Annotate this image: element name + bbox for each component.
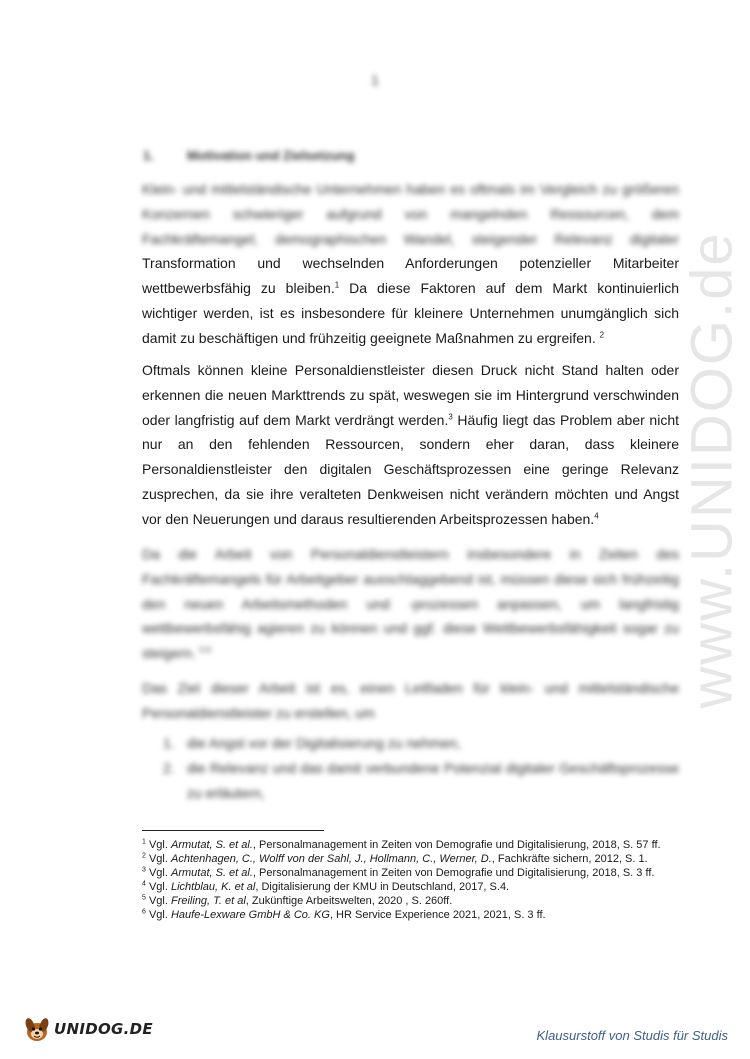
footnote-source: , Personalmanagement in Zeiten von Demografie und Digitalisierung, 2018, S. 3 ff. [252, 867, 655, 880]
footnote-author: Armutat, S. et al. [170, 839, 253, 851]
list-item-text: die Angst vor der Digitalisierung zu nehmen, [187, 735, 461, 751]
footnote [142, 866, 682, 880]
footnote-prefix: Vgl. [148, 867, 171, 880]
paragraph-4 [142, 676, 679, 726]
footnote-prefix: Vgl. [148, 895, 171, 908]
footnote-ref-2: 2 [599, 330, 605, 340]
footnote-list [142, 838, 682, 923]
footnote-source: , Zukünftige Arbeitswelten, 2020 , S. 260ff. [245, 895, 453, 908]
paragraph-3 [142, 542, 679, 666]
footnote-source: , HR Service Experience 2021, 2021, S. 3 ff. [329, 909, 546, 922]
footnote-number: 6 [142, 908, 146, 916]
paragraph-4-text: Das Ziel dieser Arbeit ist es, einen Leitfaden für klein- und mittelständische Personaldienstleister zu erstellen, um [142, 680, 679, 721]
footnote-prefix: Vgl. [148, 853, 171, 866]
list-marker: 1. [163, 735, 175, 751]
footnote-prefix: Vgl. [148, 909, 171, 922]
paragraph-1 [142, 177, 679, 351]
section-heading [143, 148, 355, 163]
footnote [142, 894, 682, 908]
paragraph-2-text-2: Häufig liegt das Problem aber nicht nur an den fehlenden Ressourcen, sondern eher daran, dass kleinere Personaldienstleister den digitalen Geschäftsprozessen eine geringe Relevanz zusprechen, da sie ihre veralteten Denkweisen nicht verändern möchten und Angst vor den Neuerungen und daraus resultierenden Arbeitsprozessen haben. [142, 411, 679, 527]
page-number: 1 [371, 72, 379, 88]
footnote-prefix: Vgl. [148, 839, 171, 851]
footnote-author: Lichtblau, K. et al [170, 881, 256, 894]
footnote-source: , Personalmanagement in Zeiten von Demografie und Digitalisierung, 2018, S. 57 ff. [252, 839, 661, 851]
footnote-author: Armutat, S. et al. [170, 867, 253, 880]
footnote-source: , Fachkräfte sichern, 2012, S. 1. [491, 853, 648, 866]
paragraph-3-text: Da die Arbeit von Personaldienstleistern insbesondere in Zeiten des Fachkräftemangels für Arbeitgeber ausschlaggebend ist, müssen diese sich frühzeitig den neuen Arbeitsmethoden und -prozessen anpassen, um langfristig wettbewerbsfähig agieren zu können und ggf. diese Wettbewerbsfähigkeit sogar zu steigern. [142, 546, 679, 662]
footnote-author: Achtenhagen, C., Wolff von der Sahl, J., Hollmann, C., Werner, D. [170, 853, 492, 866]
paragraph-1-clear-text-2: Da diese Faktoren auf dem Markt kontinuierlich wichtiger werden, ist es insbesondere für kleinere Unternehmen unumgänglich sich damit zu beschäftigen und frühzeitig geeignete Maßnahmen zu ergreifen. [142, 280, 680, 346]
footnote-source: , Digitalisierung der KMU in Deutschland, 2017, S.4. [255, 881, 510, 894]
goal-list [163, 731, 679, 806]
footnote [142, 852, 682, 866]
watermark: www.UNIDOG.de [679, 231, 745, 709]
paragraph-2 [142, 358, 679, 532]
paragraph-1-blurred-text: Klein- und mittelständische Unternehmen haben es oftmals im Vergleich zu größeren Konzernen schwieriger aufgrund von mangelnden Ressourcen, dem Fachkräftemangel, demographischen Wandel, steigender Relevanz digitaler [142, 181, 679, 247]
list-item [163, 756, 679, 806]
footer-slogan: Klausurstoff von Studis für Studis [536, 1028, 728, 1043]
footnote [142, 908, 682, 922]
paragraph-2-text-1: Oftmals können kleine Personaldienstleister diesen Druck nicht Stand halten oder erkennen die neuen Markttrends zu spät, weswegen sie im Hintergrund verschwinden oder langfristig auf dem Markt verdrängt werden. [142, 362, 679, 428]
footnote-author: Haufe-Lexware GmbH & Co. KG [170, 909, 330, 922]
section-number: 1. [143, 148, 154, 163]
footnote-ref-5-6: 5 6 [199, 645, 211, 655]
footnote-ref-4: 4 [594, 511, 599, 521]
list-item-text: die Relevanz und das damit verbundene Potenzial digitaler Geschäftsprozesse zu erläutern, [187, 760, 679, 801]
footnote-ref-1: 1 [334, 280, 340, 290]
list-item [163, 731, 679, 756]
dog-mascot-icon [22, 1015, 52, 1043]
unidog-logo[interactable] [22, 1015, 153, 1043]
paragraph-1-clear-text: Transformation und wechselnden Anforderungen potenzieller Mitarbeiter wettbewerbsfähig zu bleiben. [142, 255, 679, 297]
footnote-number: 1 [142, 838, 146, 846]
footnote-ref-3: 3 [448, 411, 453, 421]
footnote-author: Freiling, T. et al [170, 895, 246, 908]
list-marker: 2. [163, 760, 175, 776]
footnote-prefix: Vgl. [148, 881, 171, 894]
footnote-number: 5 [142, 894, 146, 902]
footnote-number: 2 [142, 852, 146, 860]
section-title: Motivation und Zielsetzung [187, 148, 355, 163]
logo-text: UNIDOG.DE [54, 1020, 153, 1038]
footnote-number: 3 [142, 866, 146, 874]
footnote [142, 838, 682, 852]
footnote-divider [142, 830, 324, 831]
footnote-number: 4 [142, 880, 146, 888]
footnote [142, 880, 682, 894]
